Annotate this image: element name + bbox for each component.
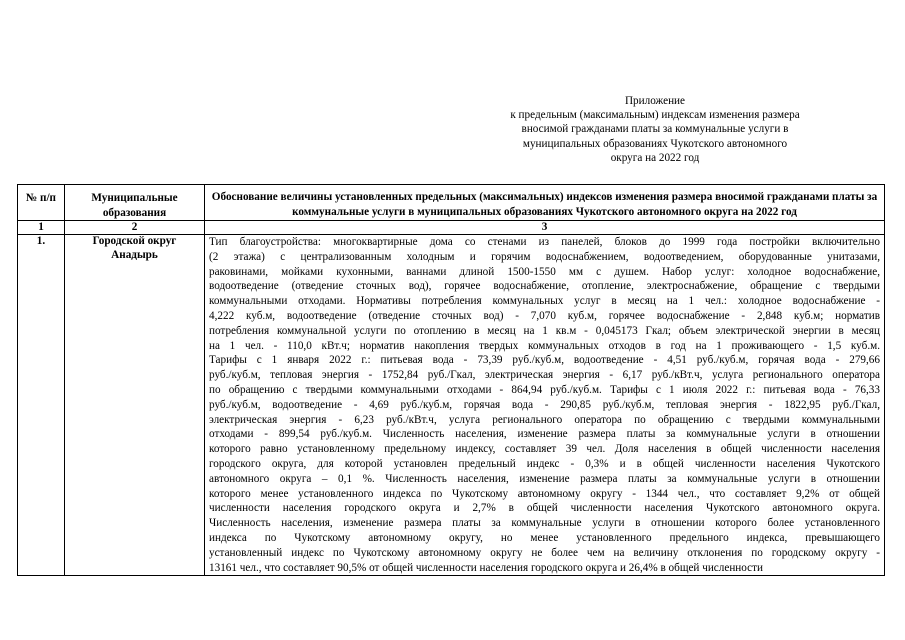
appendix-line: муниципальных образованиях Чукотского автономного: [522, 137, 788, 150]
text-line: Численность населения, изменение размера платы за коммунальные услуги в отношении которого более установленного: [209, 517, 880, 530]
text-line: коммунальными отходами. Нормативы потребления коммунальных услуг в месяц на 1 чел.: холодное водоснабжение -: [209, 295, 880, 308]
text-line: городского округа, для которой установлен предельный индекс - 0,3% и в общей численности населения Чукотского: [209, 457, 880, 470]
column-index: 1: [18, 221, 65, 235]
text-line: потребления коммунальной услуги по отоплению в месяц на 1 кв.м - 0,045173 Гкал; объем электрической энергии в месяц: [209, 324, 880, 337]
header-municipality: Муниципальные образования: [65, 185, 205, 221]
text-line: по обращению с твердыми коммунальными отходами - 864,94 руб./куб.м. Тарифы с 1 июля 2022 г.: питьевая вода - 76,33: [209, 383, 880, 396]
text-line: 4,222 куб.м, водоотведение (отведение сточных вод) - 7,070 куб.м, горячее водоснабжение - 2,848 куб.м; норматив: [209, 309, 880, 322]
column-index: 2: [65, 221, 205, 235]
appendix-line: вносимой гражданами платы за коммунальные услуги в: [521, 123, 789, 136]
text-line: на 1 чел. - 110,0 кВт.ч; норматив накопления твердых коммунальных отходов в год на 1 проживающего - 1,5 куб.м.: [209, 339, 880, 352]
text-line: раковинами, мойками кухонными, ваннами длиной 1500-1550 мм с душем. Набор услуг: холодное водоснабжение,: [209, 265, 880, 278]
text-line: численности населения городского округа и 2,7% в общей численности населения Чукотского автономного округа.: [209, 502, 880, 515]
text-line: автономного округа – 0,1 %. Численность населения, изменение размера платы за коммунальные услуги в отношении: [209, 472, 880, 485]
table-row: [18, 235, 885, 576]
appendix-line: Приложение: [624, 95, 686, 107]
text-line: водоотведение (отведение сточных вод), горячее водоснабжение, отопление, электроснабжение, обращение с твердыми: [209, 280, 880, 293]
text-line: электрическая энергия - 6,23 руб./кВт.ч, услуга регионального оператора по обращению с твердыми коммунальными: [209, 413, 880, 426]
text-line: 13161 чел., что составляет 90,5% от общей численности населения городского округа и 26,4% в общей численности: [209, 561, 764, 574]
text-line: отходами - 899,54 руб./куб.м. Численность населения, изменение размера платы за коммунальные услуги в отношении: [209, 428, 880, 441]
appendix-line: к предельным (максимальным) индексам изменения размера: [510, 109, 800, 122]
text-line: руб./куб.м, водоотведение - 4,69 руб./куб.м, горячая вода - 290,85 руб./куб.м, тепловая энергия - 1822,95 руб./Гкал,: [209, 398, 880, 411]
text-line: установленный индекс по Чукотскому автономному округу не более чем на величину отклонения по городскому округу -: [209, 546, 880, 559]
text-line: руб./куб.м, тепловая энергия - 1752,84 руб./Гкал, электрическая энергия - 6,17 руб./кВт.ч, услуга регионального оператора: [209, 369, 880, 382]
header-justification: Обоснование величины установленных предельных (максимальных) индексов изменения размера вносимой гражданами платы за коммунальные услуги в муниципальных образованиях Чукотского автономного округа на 2022 год: [205, 185, 885, 221]
row-municipality: Городской округ Анадырь: [65, 235, 205, 576]
text-line: которого менее установленного индекса по Чукотскому автономному округу - 1344 чел., что составляет 9,2% от общей: [209, 487, 880, 500]
text-line: Тарифы с 1 января 2022 г.: питьевая вода - 73,39 руб./куб.м, водоотведение - 4,51 руб./куб.м, горячая вода - 279,66: [209, 354, 880, 367]
text-line: индекса по Чукотскому автономному округу, но менее установленного предельного индекса, превышающего: [209, 531, 880, 544]
header-row: [18, 185, 885, 221]
text-line: которого равно установленному предельному индексу, составляет 39 чел. Доля населения в общей численности населения: [209, 443, 880, 456]
justification-table: [17, 184, 885, 576]
header-num: № п/п: [18, 185, 65, 221]
column-index-row: [18, 221, 885, 235]
text-line: (2 этажа) с централизованным холодным и горячим водоснабжением, водоотведением, оборудованные унитазами,: [209, 250, 880, 263]
appendix-header: [470, 94, 840, 165]
row-number: 1.: [18, 235, 65, 576]
column-index: 3: [205, 221, 885, 235]
appendix-line: округа на 2022 год: [610, 151, 700, 164]
row-justification-text: [205, 235, 885, 576]
text-line: Тип благоустройства: многоквартирные дома со стенами из панелей, блоков до 1999 года постройки включительно: [209, 236, 880, 248]
